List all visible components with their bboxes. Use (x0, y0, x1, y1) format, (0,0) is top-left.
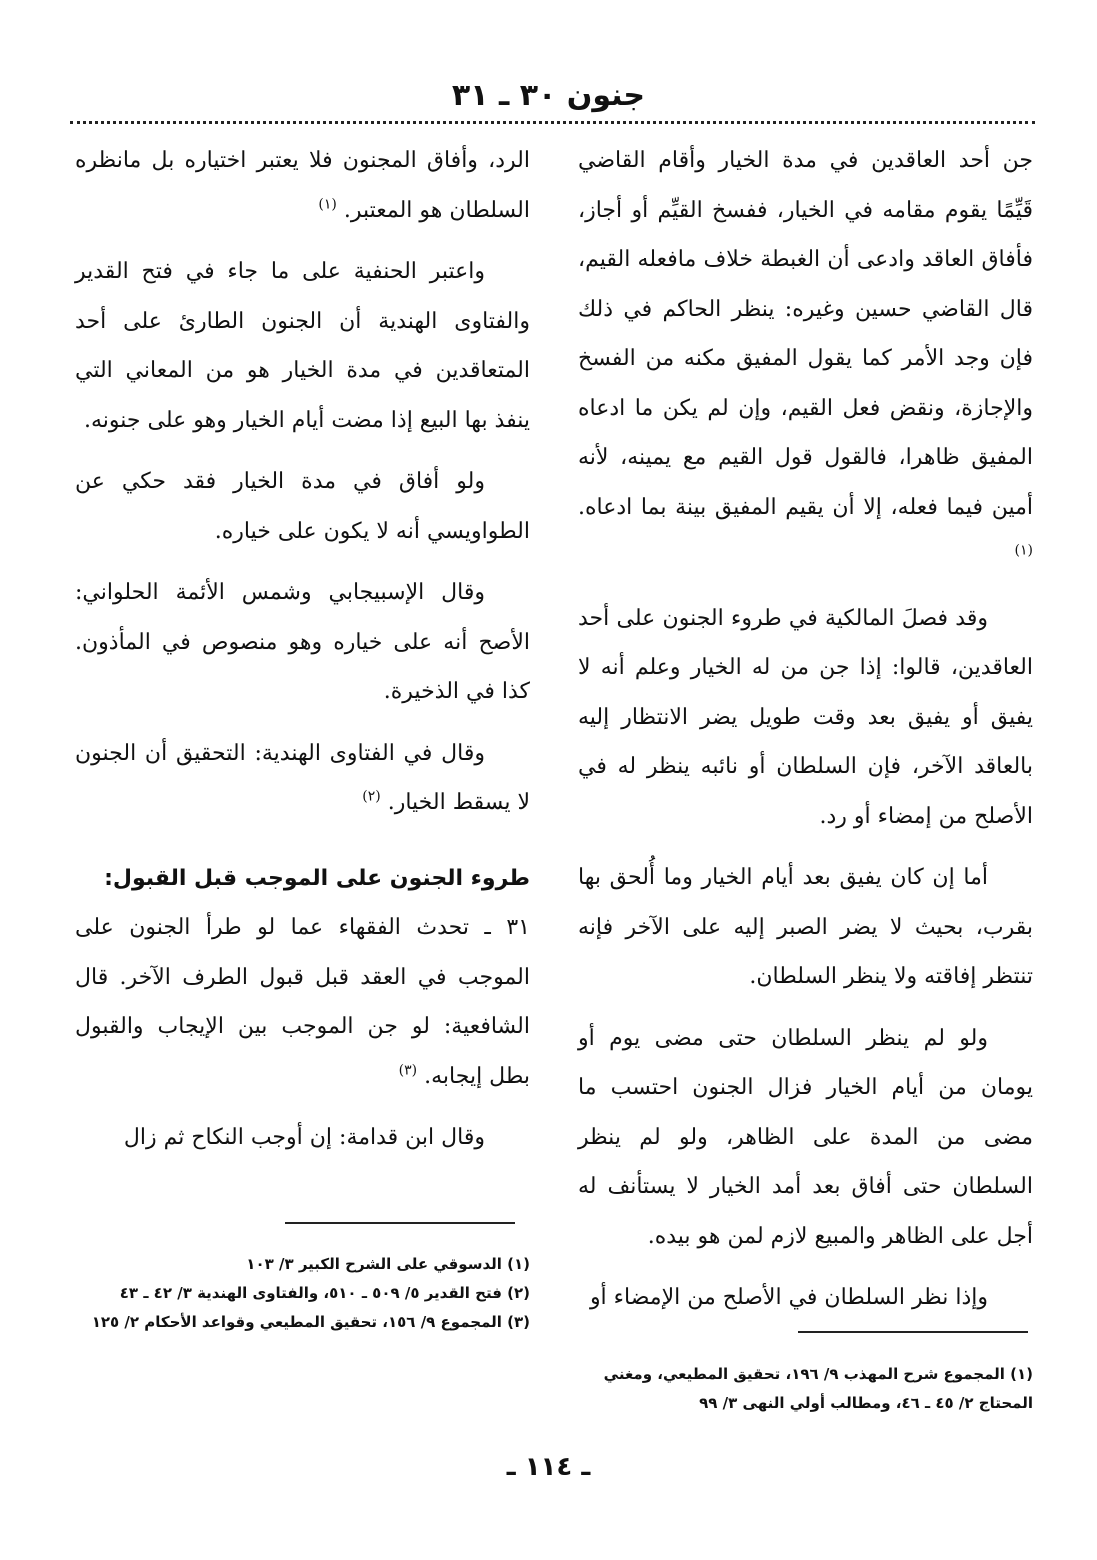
page-header: جنون ٣٠ ـ ٣١ (451, 78, 646, 113)
paragraph: أما إن كان يفيق بعد أيام الخيار وما أُلحق بها بقرب، بحيث لا يضر الصبر إليه على الآخر فإنه تنتظر إفاقته ولا ينظر السلطان. (578, 865, 1033, 989)
paragraph (75, 729, 530, 828)
paragraph: واعتبر الحنفية على ما جاء في فتح القدير والفتاوى الهندية أن الجنون الطارئ على أحد المتعاقدين في مدة الخيار هو من المعاني التي ينفذ بها البيع إذا مضت أيام الخيار وهو على جنونه. (75, 259, 530, 433)
paragraph (75, 903, 530, 1101)
footnote-ref: (٣) (398, 1062, 418, 1079)
footnotes-right (578, 1360, 1033, 1418)
paragraph (75, 136, 530, 235)
footnote-ref: (٢) (362, 788, 381, 805)
left-column (75, 136, 530, 1175)
paragraph-text: الرد، وأفاق المجنون فلا يعتبر اختياره بل مانظره السلطان هو المعتبر. (75, 148, 530, 223)
right-column (578, 136, 1033, 1335)
paragraph (578, 136, 1033, 582)
footnotes-left (75, 1250, 530, 1337)
page-number: ـ ١١٤ ـ (506, 1452, 591, 1482)
header-divider (70, 121, 1035, 124)
paragraph-text: ٣١ ـ تحدث الفقهاء عما لو طرأ الجنون على الموجب في العقد قبل قبول الطرف الآخر. قال الشافعية: لو جن الموجب بين الإيجاب والقبول بطل إيجابه. (75, 915, 530, 1089)
footnote-ref: (١) (1014, 542, 1033, 559)
footnote: (٣) المجموع ٩/ ١٥٦، تحقيق المطيعي وقواعد الأحكام ٢/ ١٢٥ (91, 1313, 530, 1331)
footnote-divider (798, 1331, 1028, 1333)
paragraph: ولو لم ينظر السلطان حتى مضى يوم أو يومان من أيام الخيار فزال الجنون احتسب ما مضى من المدة على الظاهر، ولو لم ينظر السلطان حتى أفاق بعد أمد الخيار لا يستأنف له أجل على الظاهر والمبيع لازم لمن هو بيده. (578, 1025, 1033, 1249)
footnote: (١) الدسوقي على الشرح الكبير ٣/ ١٠٣ (246, 1255, 530, 1273)
paragraph-text: جن أحد العاقدين في مدة الخيار وأقام القاضي قَيِّمًا يقوم مقامه في الخيار، ففسخ القيِّم أو أجاز، فأفاق العاقد وادعى أن الغبطة خلاف مافعله القيم، قال القاضي حسين وغيره: ينظر الحاكم في ذلك فإن وجد الأمر كما يقول المفيق مكنه من الفسخ والإجازة، ونقض فعل القيم، وإن لم يكن ما ادعاه المفيق ظاهرا، فالقول قول القيم مع يمينه، لأنه أمين فيما فعله، إلا أن يقيم المفيق بينة بما ادعاه. (578, 148, 1033, 520)
footnote-ref: (١) (318, 196, 337, 213)
footnote-divider (285, 1222, 515, 1224)
footnote: (٢) فتح القدير ٥/ ٥٠٩ ـ ٥١٠، والفتاوى الهندية ٣/ ٤٢ ـ ٤٣ (119, 1284, 530, 1302)
paragraph: وقال ابن قدامة: إن أوجب النكاح ثم زال (123, 1125, 485, 1150)
footnote: (١) المجموع شرح المهذب ٩/ ١٩٦، تحقيق المطيعي، ومغني المحتاج ٢/ ٤٥ ـ ٤٦، ومطالب أولي النهى ٣/ ٩٩ (603, 1365, 1033, 1412)
paragraph: وقد فصلَ المالكية في طروء الجنون على أحد العاقدين، قالوا: إذا جن من له الخيار وعلم أنه لا يفيق أو يفيق بعد وقت طويل يضر الانتظار إليه بالعاقد الآخر، فإن السلطان أو نائبه ينظر له في الأصلح من إمضاء أو رد. (578, 605, 1033, 829)
paragraph: ولو أفاق في مدة الخيار فقد حكي عن الطواويسي أنه لا يكون على خياره. (75, 469, 530, 544)
paragraph: وإذا نظر السلطان في الأصلح من الإمضاء أو (589, 1285, 988, 1310)
paragraph: وقال الإسبيجابي وشمس الأئمة الحلواني: الأصح أنه على خياره وهو منصوص في المأذون. كذا في الذخيرة. (75, 580, 530, 704)
paragraph-text: وقال في الفتاوى الهندية: التحقيق أن الجنون لا يسقط الخيار. (75, 740, 530, 815)
section-title: طروء الجنون على الموجب قبل القبول: (104, 865, 530, 891)
